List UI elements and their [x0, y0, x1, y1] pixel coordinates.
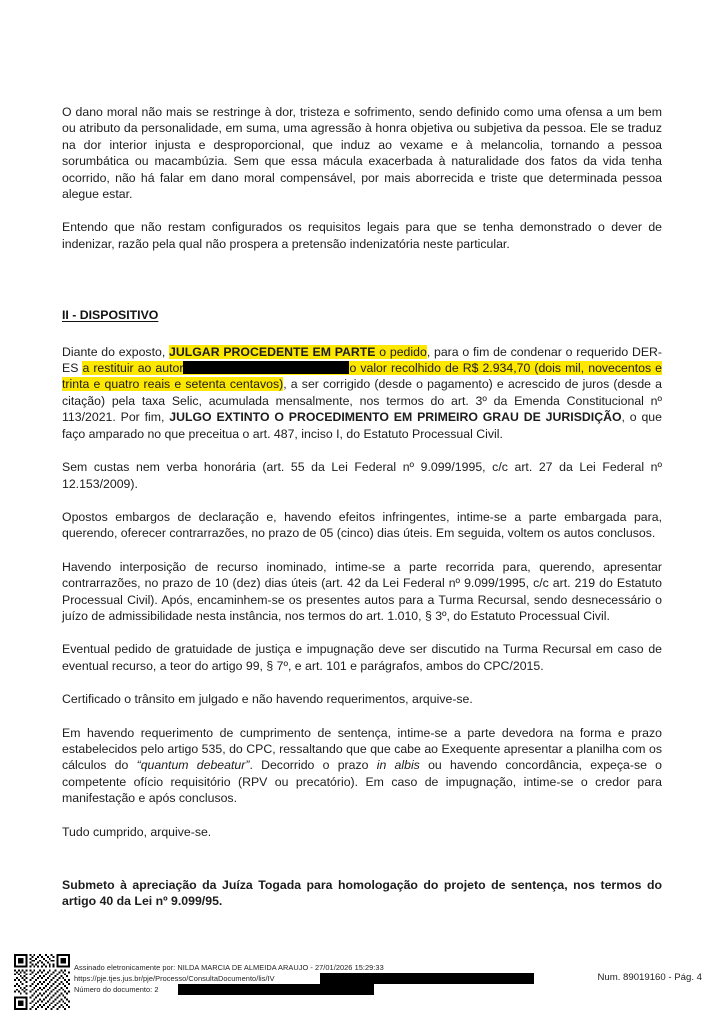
pre-closing-spacer: [62, 857, 662, 877]
document-url-line: [74, 973, 494, 984]
document-body: [62, 104, 662, 910]
signature-line: [74, 962, 494, 973]
paragraph-requisitos-legais: Entendo que não restam configurados os requisitos legais para que se tenha demonstrado o dever de indenizar, razão pela qual não prospera a pretensão indenizatória neste particular.: [62, 220, 662, 251]
signature-text: Assinado eletronicamente por: NILDA MARCIA DE ALMEIDA ARAUJO - 27/01/2026 15:29:33: [74, 963, 384, 972]
paragraph-recurso-inominado: Havendo interposição de recurso inominado, intime-se a parte recorrida para, querendo, apresentar contrarrazões, no prazo de 10 (dez) dias úteis (art. 42 da Lei Federal nº 9.099/1995, c/c art. 219 do Estatuto Processual Civil). Após, encaminhem-se os presentes autos para a Turma Recursal, sendo desnecessário o juízo de admissibilidade nesta instância, nos termos do art. 1.010, § 3º, do Estatuto Processual Civil.: [62, 559, 662, 623]
dispositivo-tail-correction: , a ser corrigido (desde o pagamento) e acrescido de juros (desde a citação) pela taxa Selic, acumulada mensalmente, nos termos do art. 3º da Emenda Constitucional nº 113/2021. Por fim,: [62, 377, 663, 425]
section-heading-dispositivo: II - DISPOSITIVO: [62, 308, 159, 323]
paragraph-embargos: Opostos embargos de declaração e, havendo efeitos infringentes, intime-se a parte embargada para, querendo, oferecer contrarrazões, no prazo de 05 (cinco) dias úteis. Em seguida, voltem os autos conclusos.: [62, 509, 662, 541]
redaction-bar-party-name: [183, 361, 349, 374]
paragraph-cumprimento-sentenca: [62, 725, 662, 807]
dispositivo-highlight-verdict: JULGAR PROCEDENTE EM PARTE: [169, 344, 376, 359]
document-footer: [0, 948, 724, 1024]
document-number-line: [74, 984, 494, 995]
cumprimento-italic-quantum-debeatur: “quantum debeatur”: [136, 758, 250, 773]
paragraph-submeto-apreciacao: Submeto à apreciação da Juíza Togada para homologação do projeto de sentença, nos termos do artigo 40 da Lei nº 9.099/95.: [62, 878, 662, 909]
dispositivo-highlight-pedido: o pedido: [375, 344, 427, 359]
paragraph-dano-moral: O dano moral não mais se restringe à dor, tristeza e sofrimento, sendo definido como uma ofensa a um bem ou atributo da personalidade, em suma, uma agressão à honra objetiva ou subjetiva da pessoa. Ele se traduz na dor interior injusta e desproporcional, que induz ao vexame e à melancolia, tornando a pessoa sorumbática ou macambúzia. Sem que essa mácula exacerbada à naturalidade dos fatos da vida tenha ocorrido, não há falar em dano moral compensável, por mais aborrecida e triste que determinada pessoa alegue estar.: [62, 105, 662, 202]
paragraph-dispositivo: [62, 344, 662, 442]
dispositivo-lead-in: Diante do exposto,: [62, 344, 170, 359]
dispositivo-bold-extincao: JULGO EXTINTO O PROCEDIMENTO EM PRIMEIRO GRAU DE JURISDIÇÃO: [169, 410, 622, 425]
dispositivo-highlight-restituir: a restituir ao autor: [82, 361, 184, 376]
qr-code-icon: [14, 954, 70, 1010]
cumprimento-part-1: Em havendo requerimento de cumprimento de sentença, intime-se a parte devedora na forma e prazo estabelecidos pelo artigo 535, do CPC, ressaltando que que cabe ao Exequente apresentar a planilha com os cálculos do: [62, 725, 662, 773]
paragraph-transito-julgado: Certificado o trânsito em julgado e não havendo requerimentos, arquive-se.: [62, 692, 473, 707]
document-number-text: Número do documento: 2: [74, 985, 159, 995]
paragraph-sem-custas: Sem custas nem verba honorária (art. 55 da Lei Federal nº 9.099/1995, c/c art. 27 da Lei Federal nº 12.153/2009).: [62, 460, 662, 491]
cumprimento-italic-in-albis: in albis: [376, 758, 420, 773]
paragraph-gratuidade: Eventual pedido de gratuidade de justiça e impugnação deve ser discutido na Turma Recursal em caso de eventual recurso, a teor do artigo 99, § 7º, e art. 101 e parágrafos, ambos do CPC/2015.: [62, 642, 662, 673]
dispositivo-tail-final: , o que faço amparado no que preceitua o art. 487, inciso I, do Estatuto Processual Civil.: [62, 410, 662, 441]
cumprimento-part-2: . Decorrido o prazo: [249, 758, 377, 773]
electronic-signature-block: [74, 962, 494, 996]
redaction-bar-document-number: [178, 984, 374, 995]
dispositivo-highlight-valor: o valor recolhido de R$ 2.934,70 (dois mil, novecentos e trinta e quatro reais e setenta centavos): [62, 361, 663, 392]
section-spacer: [62, 269, 662, 307]
cumprimento-part-3: ou havendo concordância, expeça-se o competente ofício requisitório (RPV ou precatório). Em caso de impugnação, intime-se o credor para manifestação e após conclusos.: [62, 758, 663, 806]
paragraph-tudo-cumprido: Tudo cumprido, arquive-se.: [62, 824, 212, 839]
document-url-text[interactable]: https://pje.tjes.jus.br/pje/Processo/ConsultaDocumento/lis/IV: [74, 974, 275, 984]
page-reference: Num. 89019160 - Pág. 4: [597, 972, 702, 983]
redaction-bar-url: [320, 973, 534, 984]
dispositivo-mid-text: , para o fim de condenar o requerido DER-ES: [62, 344, 663, 376]
